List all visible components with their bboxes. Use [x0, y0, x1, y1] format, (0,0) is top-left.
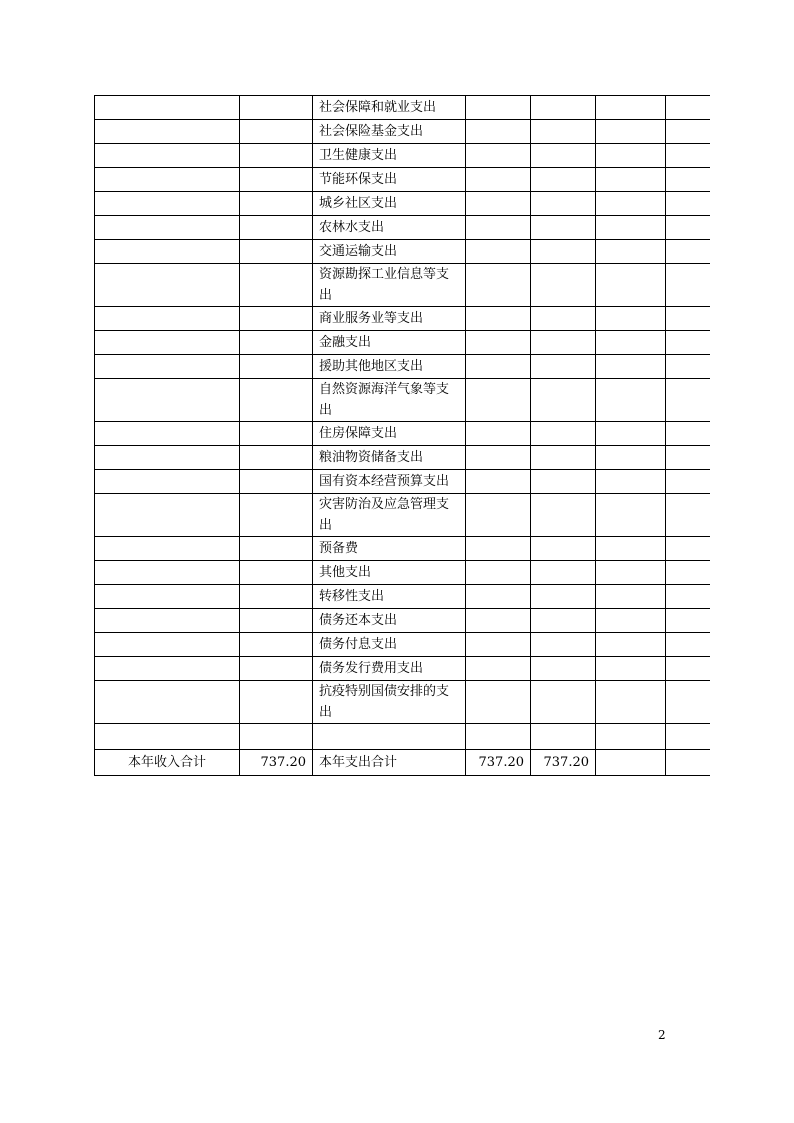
- expense-item-label: 住房保障支出: [313, 422, 466, 446]
- table-row: [95, 422, 711, 446]
- table-row: [95, 355, 711, 379]
- expense-item-label: 债务付息支出: [313, 633, 466, 657]
- table-row: [95, 609, 711, 633]
- expense-item-label: 商业服务业等支出: [313, 307, 466, 331]
- table-row: [95, 657, 711, 681]
- expense-item-label: 债务还本支出: [313, 609, 466, 633]
- expense-item-label: 粮油物资储备支出: [313, 446, 466, 470]
- expense-item-label: 预备费: [313, 537, 466, 561]
- table-row: [95, 120, 711, 144]
- expense-item-label: 抗疫特别国债安排的支出: [313, 681, 466, 724]
- table-row: [95, 307, 711, 331]
- expense-total-amount: 737.20: [466, 750, 531, 776]
- table-row: [95, 96, 711, 120]
- table-row: [95, 264, 711, 307]
- table-row: [95, 331, 711, 355]
- expense-item-label: 援助其他地区支出: [313, 355, 466, 379]
- expense-item-label: 灾害防治及应急管理支出: [313, 494, 466, 537]
- expense-item-label: 农林水支出: [313, 216, 466, 240]
- table-row: [95, 494, 711, 537]
- table-row: [95, 681, 711, 724]
- expense-item-label: 自然资源海洋气象等支出: [313, 379, 466, 422]
- expense-item-label: 交通运输支出: [313, 240, 466, 264]
- table-row: [95, 144, 711, 168]
- income-total-amount: 737.20: [240, 750, 313, 776]
- table-row: [95, 240, 711, 264]
- table-row: [95, 216, 711, 240]
- total-row: [95, 750, 711, 776]
- table-row: [95, 470, 711, 494]
- table-row: [95, 192, 711, 216]
- table-row-empty: [95, 724, 711, 750]
- expense-item-label: 国有资本经营预算支出: [313, 470, 466, 494]
- table-row: [95, 537, 711, 561]
- expense-item-label: 节能环保支出: [313, 168, 466, 192]
- table-row: [95, 446, 711, 470]
- expense-item-label: 债务发行费用支出: [313, 657, 466, 681]
- expense-item-label: 资源勘探工业信息等支出: [313, 264, 466, 307]
- expense-item-label: 社会保障和就业支出: [313, 96, 466, 120]
- table-row: [95, 585, 711, 609]
- expense-total-amount-2: 737.20: [531, 750, 596, 776]
- table-row: [95, 633, 711, 657]
- budget-table: [94, 95, 710, 776]
- expense-item-label: 金融支出: [313, 331, 466, 355]
- budget-table-container: [94, 95, 710, 776]
- expense-item-label: 城乡社区支出: [313, 192, 466, 216]
- expense-item-label: 卫生健康支出: [313, 144, 466, 168]
- table-row: [95, 168, 711, 192]
- expense-total-label: 本年支出合计: [313, 750, 466, 776]
- table-row: [95, 561, 711, 585]
- expense-item-label: 转移性支出: [313, 585, 466, 609]
- income-total-label: 本年收入合计: [95, 750, 240, 776]
- expense-item-label: 社会保险基金支出: [313, 120, 466, 144]
- table-row: [95, 379, 711, 422]
- page-number: 2: [658, 1028, 666, 1042]
- expense-item-label: 其他支出: [313, 561, 466, 585]
